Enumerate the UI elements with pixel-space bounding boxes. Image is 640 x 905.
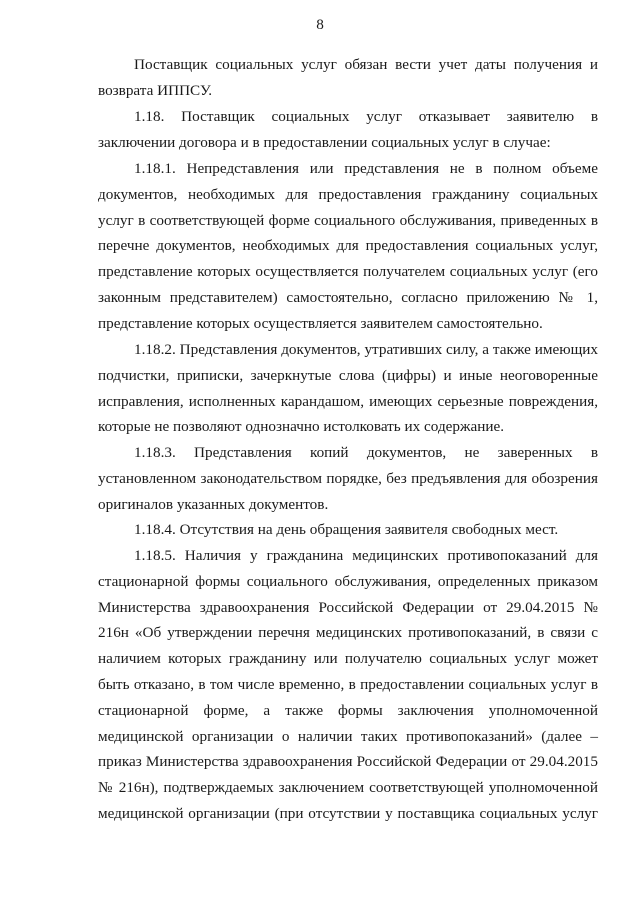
paragraph-1-18-4: 1.18.4. Отсутствия на день обращения заявителя свободных мест. <box>134 521 559 538</box>
paragraph-1-18-5: 1.18.5. Наличия у гражданина медицинских противопоказаний для стационарной формы социального обслуживания, определенных приказом Министерства здравоохранения Российской Федерации от 29.04.2015 № 216н «Об утверждении перечня медицинских противопоказаний, в связи с наличием которых гражданину или получателю социальных услуг может быть отказано, в том числе временно, в предоставлении социальных услуг в стационарной форме, а также формы заключения уполномоченной медицинской организации о наличии таких противопоказаний» (далее – приказ Министерства здравоохранения Российской Федерации от 29.04.2015 № 216н), подтверждаемых заключением соответствующей уполномоченной медицинской организации (при отсутствии у поставщика социальных услуг <box>98 547 598 822</box>
paragraph-ippsu-accounting: Поставщик социальных услуг обязан вести учет даты получения и возврата ИППСУ. <box>98 56 598 99</box>
page-number: 8 <box>316 16 324 33</box>
paragraph-1-18-2: 1.18.2. Представления документов, утративших силу, а также имеющих подчистки, приписки, зачеркнутые слова (цифры) и иные неоговоренные исправления, исполненных карандашом, имеющих серьезные повреждения, которые не позволяют однозначно истолковать их содержание. <box>98 341 598 436</box>
paragraph-1-18-3: 1.18.3. Представления копий документов, не заверенных в установленном законодательством порядке, без предъявления для обозрения оригиналов указанных документов. <box>98 444 598 513</box>
paragraph-1-18-1: 1.18.1. Непредставления или представления не в полном объеме документов, необходимых для предоставления гражданину социальных услуг в соответствующей форме социального обслуживания, приведенных в перечне документов, необходимых для предоставления социальных услуг, представление которых осуществляется получателем социальных услуг (его законным представителем) самостоятельно, согласно приложению № 1, представление которых осуществляется заявителем самостоятельно. <box>98 160 598 332</box>
paragraph-1-18-refusal-grounds: 1.18. Поставщик социальных услуг отказывает заявителю в заключении договора и в предоставлении социальных услуг в случае: <box>98 108 598 151</box>
